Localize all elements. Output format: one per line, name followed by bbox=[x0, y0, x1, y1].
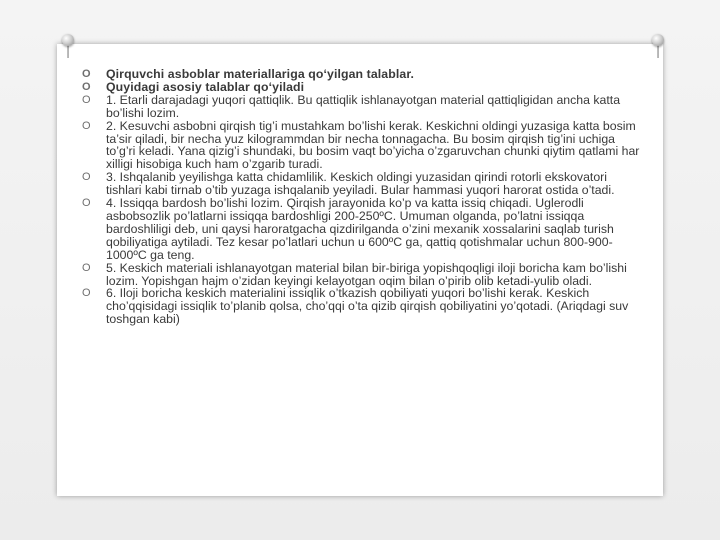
list-item-text: Quyidagi asosiy talablar qo‘yiladi bbox=[106, 79, 305, 94]
pushpin-icon bbox=[62, 34, 74, 58]
list-item-text: 6. Iloji boricha keskich materialini issiqlik o’tkazish qobiliyati yuqori bo’lishi kerak. Keskich cho’qqisidagi issiqlik to’planib qolsa, cho’qqi o’ta qizib qirqish qobiliyatini yo’qotadi. (Ariqdagi suv toshgan kabi) bbox=[106, 286, 629, 327]
list-item-text: 4. Issiqqa bardosh bo’lishi lozim. Qirqish jarayonida ko’p va katta issiq chiqadi. Uglerodli asbobsozlik po’latlarni issiqqa bardoshligi 200-250ºC. Umuman olganda, po’latni issiqqa bardoshliligi deb, uni qaysi haroratgacha qizdirilganda o’zini mexanik xossalarini saqlab turish qobiliyatiga aytiladi. Tez kesar po’latlari uchun u 600ºC ga, qattiq qotishmalar uchun 800-900-1000ºC ga teng. bbox=[106, 196, 614, 262]
list-item bbox=[82, 171, 642, 197]
list-item-text: 2. Kesuvchi asbobni qirqish tig’i mustahkam bo’lishi kerak. Keskichni oldingi yuzasiga katta bosim ta’sir qiladi, bir necha yuz kilogrammdan bir necha tonnagacha. Bu bosim qirqish tig’ini uchiga to’g’ri keladi. Yana qizig’i shundaki, bu bosim vaqt bo’yicha o’zgaruvchan chunki qiytim qatlami har xilligi hisobiga kuch ham o’zgarib turadi. bbox=[106, 118, 640, 172]
list-item bbox=[82, 262, 642, 288]
list-item bbox=[82, 94, 642, 120]
bullet-icon: O bbox=[82, 119, 91, 132]
list-item bbox=[82, 287, 642, 326]
list-item-text: Qirquvchi asboblar materiallariga qo‘yilgan talablar. bbox=[106, 67, 415, 81]
pushpin-icon bbox=[652, 34, 664, 58]
bullet-icon: O bbox=[82, 80, 91, 93]
bullet-icon: O bbox=[82, 197, 91, 210]
list-item-text: 3. Ishqalanib yeyilishga katta chidamlilik. Keskich oldingi yuzasidan qirindi rotorli ekskovatori tishlari kabi tirnab o’tib yuzaga ishqalanib yeyiladi. Bular hammasi yuqori harorat ostida o’tadi. bbox=[106, 170, 615, 198]
list-item bbox=[82, 197, 642, 262]
list-item-text: 5. Keskich materiali ishlanayotgan material bilan bir-biriga yopishqoqligi iloji boricha kam bo’lishi lozim. Yopishgan hajm o’zidan keyingi kelayotgan oqim bilan o’pirib olib ketadi-yulib oladi. bbox=[106, 260, 627, 288]
slide-text-body bbox=[82, 68, 642, 326]
bullet-icon: O bbox=[82, 287, 91, 300]
bullet-icon: O bbox=[82, 171, 91, 184]
bullet-icon: O bbox=[82, 261, 91, 274]
bullet-icon: O bbox=[82, 68, 91, 80]
list-item bbox=[82, 120, 642, 172]
list-item-text: 1. Etarli darajadagi yuqori qattiqlik. Bu qattiqlik ishlanayotgan material qattiqligidan ancha katta bo’lishi lozim. bbox=[106, 92, 621, 120]
bullet-icon: O bbox=[82, 93, 91, 106]
